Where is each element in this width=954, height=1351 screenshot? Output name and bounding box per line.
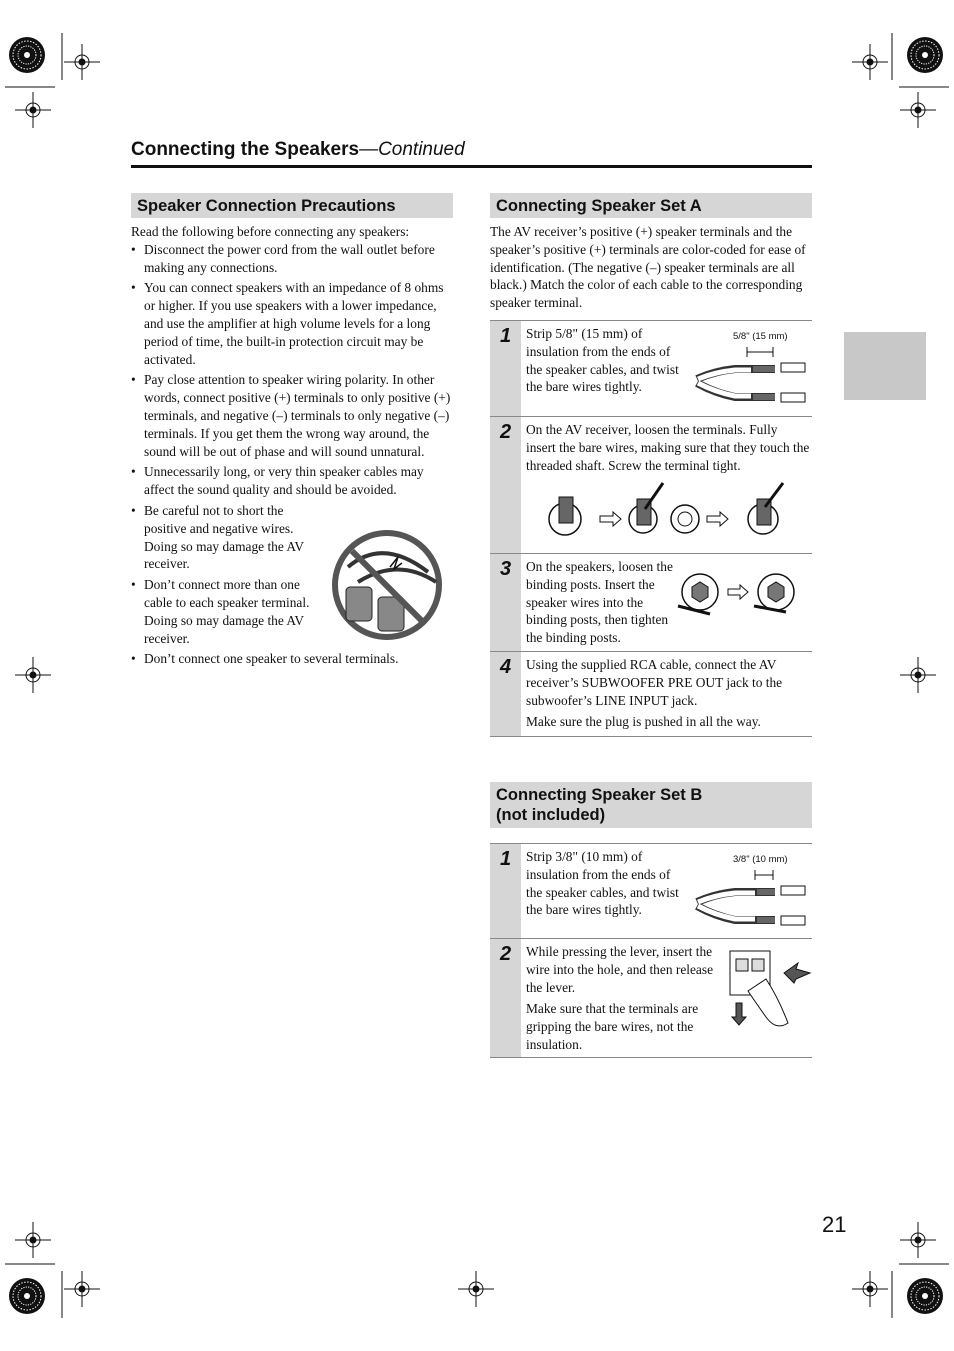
step-text-block	[526, 656, 810, 731]
list-item: • Disconnect the power cord from the wall outlet before making any connections.	[131, 241, 455, 277]
step-number: 1	[490, 844, 521, 939]
terminal-connection-icon	[545, 481, 805, 551]
step-note: Make sure that the terminals are gripping the bare wires, not the insulation.	[526, 1001, 699, 1052]
no-short-circuit-illustration	[328, 527, 448, 643]
step-number: 2	[490, 417, 521, 554]
set-b-step-1	[490, 843, 812, 939]
section-heading-set-a: Connecting Speaker Set A	[490, 193, 812, 218]
step-bottom-rule	[490, 736, 812, 737]
heading-line: Connecting Speaker Set B	[496, 786, 703, 804]
section-heading-precautions: Speaker Connection Precautions	[131, 193, 453, 218]
section-heading-set-b	[490, 782, 812, 828]
page-title	[131, 139, 465, 161]
step-bottom-rule	[490, 1057, 812, 1058]
step-text: Using the supplied RCA cable, connect the AV receiver’s SUBWOOFER PRE OUT jack to the subwoofer’s LINE INPUT jack.	[526, 657, 783, 708]
step-text-block	[526, 943, 718, 1054]
set-a-step-3	[490, 553, 812, 652]
list-item: • You can connect speakers with an impedance of 8 ohms or higher. If you use speakers with a lower impedance, and use the amplifier at high volume levels for a long period of time, the built-in protection circuit may be activated.	[131, 279, 455, 368]
step-text: On the speakers, loosen the binding posts. Insert the speaker wires into the binding posts, then tighten the binding posts.	[526, 559, 673, 646]
header-divider	[131, 165, 812, 168]
chapter-tab	[844, 332, 926, 400]
step-text: While pressing the lever, insert the wire into the hole, and then release the lever.	[526, 944, 714, 995]
step-text: Strip 5/8" (15 mm) of insulation from the ends of the speaker cables, and twist the bare wires tightly.	[526, 326, 679, 395]
step-text: Strip 3/8" (10 mm) of insulation from the ends of the speaker cables, and twist the bare wires tightly.	[526, 849, 679, 918]
binding-post-icon	[676, 566, 808, 626]
step-number: 3	[490, 554, 521, 652]
title-text: Connecting the Speakers	[131, 139, 360, 160]
step-text: On the AV receiver, loosen the terminals. Fully insert the bare wires, making sure that they touch the threaded shaft. Screw the terminal tight.	[526, 422, 810, 473]
wire-strip-icon	[695, 343, 813, 413]
list-item: • Be careful not to short the positive and negative wires. Doing so may damage the AV receiver.	[131, 502, 318, 573]
list-item: • Don’t connect more than one cable to each speaker terminal. Doing so may damage the AV receiver.	[131, 576, 318, 647]
list-item: • Don’t connect one speaker to several terminals.	[131, 650, 455, 668]
step-number: 4	[490, 652, 521, 737]
set-b-step-2	[490, 938, 812, 1058]
set-a-step-1	[490, 320, 812, 417]
strip-length-label: 5/8" (15 mm)	[733, 331, 788, 342]
step-number: 2	[490, 939, 521, 1058]
spring-terminal-icon	[726, 947, 812, 1031]
list-item: • Pay close attention to speaker wiring polarity. In other words, connect positive (+) terminals to only positive (+) terminals, and negative (–) terminals to only negative (–) terminals. If you get them the wrong way around, the sound will be out of phase and will sound unnatural.	[131, 371, 455, 460]
strip-length-label: 3/8" (10 mm)	[733, 854, 788, 865]
heading-line: (not included)	[496, 806, 606, 824]
set-a-step-4	[490, 651, 812, 737]
set-a-step-2	[490, 416, 812, 554]
precautions-intro: Read the following before connecting any speakers:	[131, 224, 410, 239]
step-note: Make sure the plug is pushed in all the way.	[526, 714, 761, 730]
list-item: • Unnecessarily long, or very thin speaker cables may affect the sound quality and should be avoided.	[131, 463, 455, 499]
wire-strip-icon	[695, 866, 813, 936]
continued-text: —Continued	[359, 139, 465, 160]
step-number: 1	[490, 321, 521, 417]
set-a-intro: The AV receiver’s positive (+) speaker terminals and the speaker’s positive (+) terminals are color-coded for ease of identification. (The negative (–) speaker terminals are all black.) Match the color of each cable to the corresponding speaker terminal.	[490, 224, 806, 311]
page-number: 21	[822, 1212, 847, 1237]
